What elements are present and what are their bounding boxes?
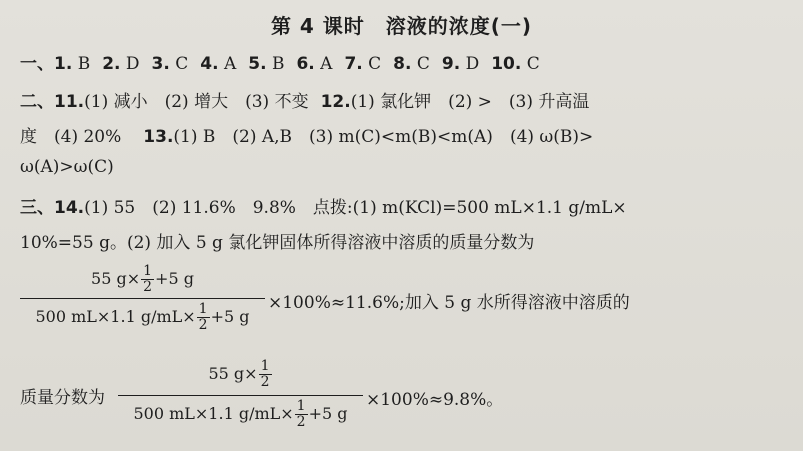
answer-10: 10. C (491, 54, 540, 74)
q12-number: 12. (320, 92, 351, 112)
fraction-2 (118, 357, 363, 437)
q14-line1: (1) 55 (2) 11.6% 9.8% 点拨:(1) m(KCl)=500 mL×1.1 g/mL× (84, 198, 627, 218)
answer-7: 7. C (344, 54, 382, 74)
page-title: 第 4 课时 溶液的浓度(一) (270, 14, 533, 38)
fraction-1-numerator: 55 g× $\frac{1}{2}$ +5 g (91, 263, 194, 295)
q13-number: 13. (143, 127, 174, 147)
fraction-half: $\frac{1}{2}$ (198, 301, 208, 333)
section2-label: 二、 (20, 92, 54, 112)
answer-2: 2. D (102, 54, 140, 74)
answer-9: 9. D (441, 54, 480, 74)
fraction-2-denominator: 500 mL×1.1 g/mL× $\frac{1}{2}$ +5 g (133, 398, 348, 430)
answer-8: 8. C (393, 54, 430, 74)
q12-answer-cont: 度 (4) 20% (20, 127, 122, 147)
section3-line2 (20, 228, 534, 253)
answer-1: 1. B (54, 54, 91, 74)
fraction-half: $\frac{1}{2}$ (296, 398, 306, 430)
section1-line (20, 49, 540, 74)
q14-number: 14. (54, 198, 85, 218)
q13-answer-cont: ω(A)>ω(C) (20, 157, 114, 177)
answer-5: 5. B (248, 54, 285, 74)
section1-label: 一、 (20, 54, 54, 74)
fraction-1-result: ×100%≈11.6%;加入 5 g 水所得溶液中溶质的 (268, 293, 630, 313)
fraction-2-numerator: 55 g× $\frac{1}{2}$ (208, 358, 270, 390)
fraction-1-bar (20, 298, 265, 299)
section2-line1 (20, 87, 589, 112)
section3-label: 三、 (20, 198, 54, 218)
q12-answer: (1) 氯化钾 (2) > (3) 升高温 (350, 92, 590, 112)
fraction-2-bar (118, 395, 363, 396)
section2-line3 (20, 157, 114, 177)
fraction-half: $\frac{1}{2}$ (143, 263, 153, 295)
section3-line1 (20, 193, 627, 218)
q14-line4: 质量分数为 (20, 388, 105, 408)
answer-4: 4. A (200, 54, 237, 74)
fraction-1 (20, 262, 265, 337)
section2-line2 (20, 122, 593, 147)
answer-3: 3. C (151, 54, 189, 74)
q11-number: 11. (54, 92, 85, 112)
q14-line2: 10%=55 g。(2) 加入 5 g 氯化钾固体所得溶液中溶质的质量分数为 (20, 233, 535, 253)
section3-line4 (20, 383, 105, 408)
fraction-1-denominator: 500 mL×1.1 g/mL× $\frac{1}{2}$ +5 g (35, 301, 250, 333)
fraction-2-result: ×100%≈9.8%。 (366, 390, 504, 410)
q13-answer: (1) B (2) A,B (3) m(C)<m(B)<m(A) (4) ω(B)> (173, 127, 594, 147)
answer-6: 6. A (296, 54, 333, 74)
fraction-half: $\frac{1}{2}$ (260, 358, 270, 390)
q11-answer: (1) 减小 (2) 增大 (3) 不变 (84, 92, 309, 112)
